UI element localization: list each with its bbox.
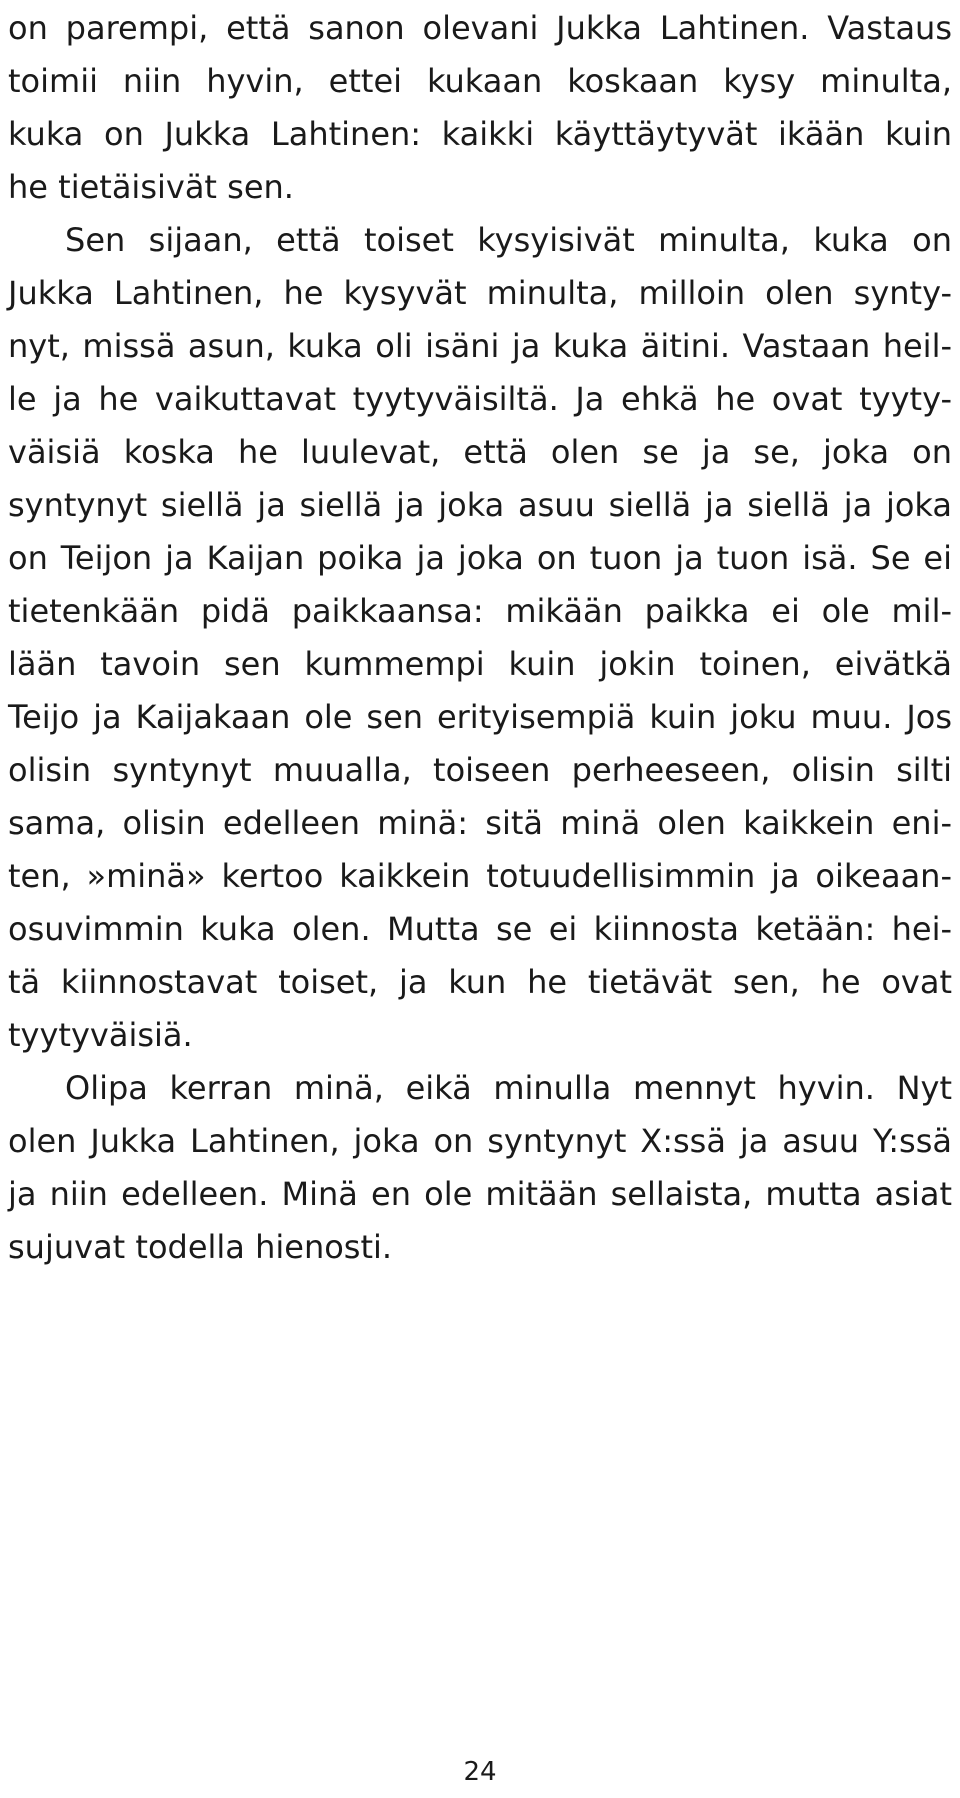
text-line: tietenkään pidä paikkaansa: mikään paikka ei ole mil-	[8, 592, 952, 630]
text-line: tyytyväisiä.	[8, 1016, 193, 1054]
text-line: Olipa kerran minä, eikä minulla mennyt hyvin. Nyt	[65, 1069, 952, 1107]
page-number: 24	[463, 1757, 497, 1787]
text-line: ten, »minä» kertoo kaikkein totuudellisimmin ja oikeaan-	[8, 857, 952, 895]
text-line: Teijo ja Kaijakaan ole sen erityisempiä kuin joku muu. Jos	[8, 698, 952, 736]
text-line: Jukka Lahtinen, he kysyvät minulta, milloin olen synty-	[8, 274, 952, 312]
text-line: le ja he vaikuttavat tyytyväisiltä. Ja ehkä he ovat tyyty-	[8, 380, 952, 418]
text-line: sujuvat todella hienosti.	[8, 1228, 393, 1266]
text-line: he tietäisivät sen.	[8, 168, 294, 206]
text-line: nyt, missä asun, kuka oli isäni ja kuka äitini. Vastaan heil-	[8, 327, 952, 365]
text-line: on Teijon ja Kaijan poika ja joka on tuon ja tuon isä. Se ei	[8, 539, 952, 577]
text-line: Sen sijaan, että toiset kysyisivät minulta, kuka on	[65, 221, 952, 259]
text-line: ja niin edelleen. Minä en ole mitään sellaista, mutta asiat	[8, 1175, 952, 1213]
text-line: olisin syntynyt muualla, toiseen perheeseen, olisin silti	[8, 751, 952, 789]
text-line: olen Jukka Lahtinen, joka on syntynyt X:ssä ja asuu Y:ssä	[8, 1122, 952, 1160]
text-line: lään tavoin sen kummempi kuin jokin toinen, eivätkä	[8, 645, 952, 683]
text-line: tä kiinnostavat toiset, ja kun he tietävät sen, he ovat	[8, 963, 952, 1001]
text-line: syntynyt siellä ja siellä ja joka asuu siellä ja siellä ja joka	[8, 486, 952, 524]
text-line: kuka on Jukka Lahtinen: kaikki käyttäytyvät ikään kuin	[8, 115, 952, 153]
text-line: on parempi, että sanon olevani Jukka Lahtinen. Vastaus	[8, 9, 952, 47]
text-line: väisiä koska he luulevat, että olen se ja se, joka on	[8, 433, 952, 471]
text-line: osuvimmin kuka olen. Mutta se ei kiinnosta ketään: hei-	[8, 910, 952, 948]
text-line: sama, olisin edelleen minä: sitä minä olen kaikkein eni-	[8, 804, 952, 842]
text-line: toimii niin hyvin, ettei kukaan koskaan kysy minulta,	[8, 62, 952, 100]
body-text	[8, 2, 952, 1274]
